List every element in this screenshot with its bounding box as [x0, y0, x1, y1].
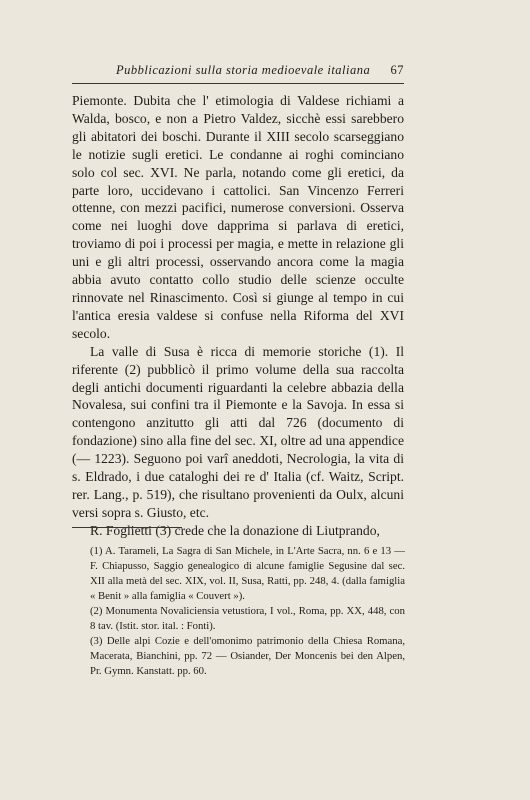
footnotes: [90, 544, 405, 679]
footnote-1: (1) A. Tarameli, La Sagra di San Michele, in L'Arte Sacra, nn. 6 e 13 — F. Chiapusso, Saggio genealogico di alcune famiglie Segusine dal sec. XII alla metà del sec. XIX, vol. II, Susa, Ratti, pp. 248, 4. (dalla famiglia « Benit » alla famiglia « Couvert »).: [90, 545, 405, 602]
footnote-3: (3) Delle alpi Cozie e dell'omonimo patrimonio della Chiesa Romana, Macerata, Bianchini, pp. 72 — Osiander, Der Moncenis bei den Alpen, Pr. Gymn. Kanstatt. pp. 60.: [90, 635, 405, 677]
page-number: 67: [390, 63, 404, 77]
footnote-2: (2) Monumenta Novaliciensia vetustiora, I vol., Roma, pp. XX, 448, con 8 tav. (Istit. stor. ital. : Fonti).: [90, 605, 405, 632]
paragraph-2: La valle di Susa è ricca di memorie storiche (1). Il riferente (2) pubblicò il primo volume della sua raccolta degli antichi documenti riguardanti la celebre abbazia della Novalesa, sui confini tra il Piemonte e la Savoja. In essa si contengono anzitutto gli atti dal 726 (documento di fondazione) sino alla fine del sec. XI, oltre ad una appendice (— 1223). Seguono poi varî aneddoti, Necrologia, la vita di s. Eldrado, i due cataloghi dei re d' Italia (cf. Waitz, Script. rer. Lang., p. 519), che risultano provenienti da Oulx, alcuni versi sopra s. Giusto, etc.: [72, 343, 404, 520]
body-text: [72, 92, 404, 540]
header-rule: [72, 83, 404, 84]
running-header: [72, 60, 404, 84]
paragraph-3: R. Foglietti (3) crede che la donazione di Liutprando,: [90, 522, 380, 538]
paragraph-1: Piemonte. Dubita che l' etimologia di Valdese richiami a Walda, bosco, e non a Pietro Valdez, sicchè essi sarebbero gli abitatori dei boschi. Durante il XIII secolo scarseggiano le notizie sugli eretici. Le condanne ai roghi cominciano solo col sec. XVI. Ne parla, notando come gli eretici, da parte loro, uccidevano i cattolici. San Vincenzo Ferreri ottenne, con mezzi pacifici, numerose conversioni. Osserva come nei luoghi dove dapprima si parlava di eretici, troviamo di poi i processi per magia, e mette in relazione gli uni e gli altri processi, osservando ancora come la magia abbia avuto contatto collo studio delle scienze occulte rinnovate nel Rinascimento. Così si giunge al tempo in cui l'antica eresia valdese si confuse nella Riforma del XVI secolo.: [72, 93, 404, 341]
footnote-rule: [72, 527, 182, 528]
running-title: Pubblicazioni sulla storia medioevale italiana: [116, 63, 371, 77]
